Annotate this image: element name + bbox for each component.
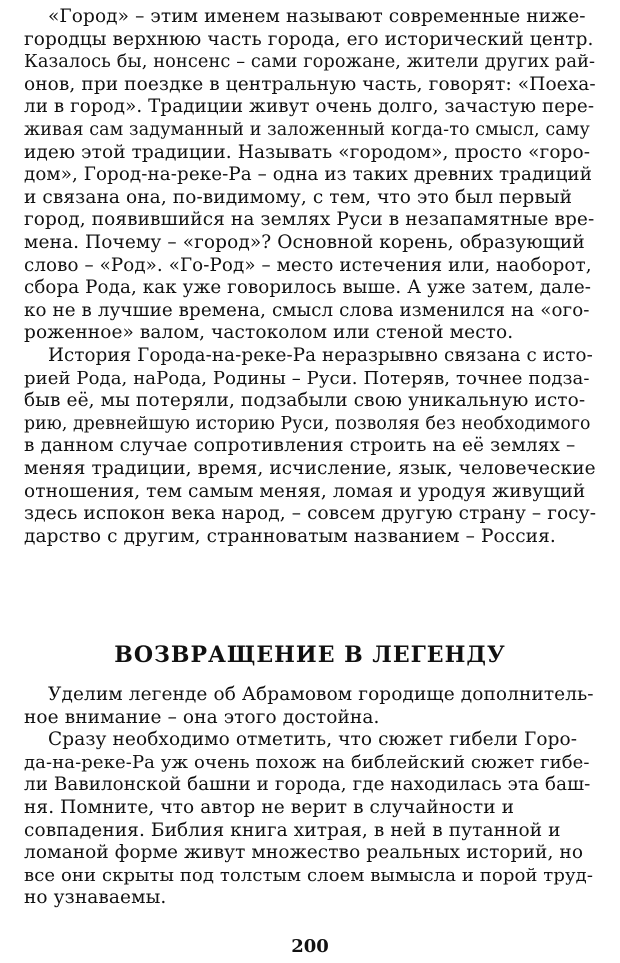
text-line: городцы верхнюю часть города, его исторический центр. [24, 28, 594, 50]
text-line: ко не в лучшие времена, смысл слова изменился на «ого- [24, 299, 590, 321]
text-line: идею этой традиции. Называть «городом», просто «горо- [24, 141, 591, 163]
text-line: Казалось бы, нонсенс – сами горожане, жители других рай- [24, 52, 596, 73]
text-line: рией Рода, наРода, Родины – Руси. Потеряв, точнее подза- [24, 367, 590, 389]
page-number: 200 [291, 936, 329, 957]
text-line: мена. Почему – «город»? Основной корень, образующий [24, 232, 585, 253]
text-line: все они скрыты под толстым слоем вымысла и порой труд- [24, 864, 594, 886]
text-line: «Город» – этим именем называют современные ниже- [48, 6, 586, 27]
text-line: и связана она, по-видимому, с тем, что это был первый [24, 186, 573, 208]
text-line: онов, при поездке в центральную часть, говорят: «Поеха- [24, 73, 596, 95]
text-line: ли Вавилонской башни и города, где находилась эта баш- [24, 774, 591, 796]
text-line: сбора Рода, как уже говорилось выше. А уже затем, дале- [24, 277, 591, 299]
text-line: История Города-на-реке-Ра неразрывно связана с исто- [48, 345, 593, 366]
text-line: ное внимание – она этого достойна. [24, 706, 380, 728]
text-line: быв её, мы потеряли, подзабыли свою уникальную исто- [24, 390, 586, 412]
text-line: живая сам задуманный и заложенный когда-то смысл, саму [24, 120, 590, 140]
text-line: ли в город». Традиции живут очень долго, зачастую пере- [24, 96, 595, 118]
text-line: дарство с другим, странноватым названием – Россия. [24, 525, 556, 547]
section-heading: ВОЗВРАЩЕНИЕ В ЛЕГЕНДУ [114, 642, 506, 668]
text-line: в данном случае сопротивления строить на её землях – [24, 435, 576, 457]
text-line: слово – «Род». «Го-Род» – место истечения или, наоборот, [24, 254, 592, 276]
text-line: роженное» валом, частоколом или стеной место. [24, 322, 514, 344]
text-line: Уделим легенде об Абрамовом городище дополнитель- [48, 684, 594, 705]
text-line: да-на-реке-Ра уж очень похож на библейский сюжет гибе- [24, 751, 590, 773]
text-line: совпадения. Библия книга хитрая, в ней в путанной и [24, 819, 561, 841]
text-line: ня. Помните, что автор не верит в случайности и [24, 797, 515, 818]
text-line: но узнаваемы. [24, 887, 167, 909]
text-line: Сразу необходимо отметить, что сюжет гибели Горо- [48, 729, 578, 751]
text-line: рию, древнейшую историю Руси, позволяя без необходимого [24, 413, 591, 434]
text-line: дом», Город-на-реке-Ра – одна из таких древних традиций [24, 164, 592, 186]
text-line: здесь испокон века народ, – совсем другую страну – госу- [24, 503, 597, 525]
text-line: ломаной форме живут множество реальных историй, но [24, 842, 584, 864]
text-line: отношения, тем самым меняя, ломая и уродуя живущий [24, 480, 586, 502]
text-line: город, появившийся на землях Руси в незапамятные вре- [24, 209, 595, 231]
text-line: меняя традиции, время, исчисление, язык, человеческие [24, 458, 596, 479]
